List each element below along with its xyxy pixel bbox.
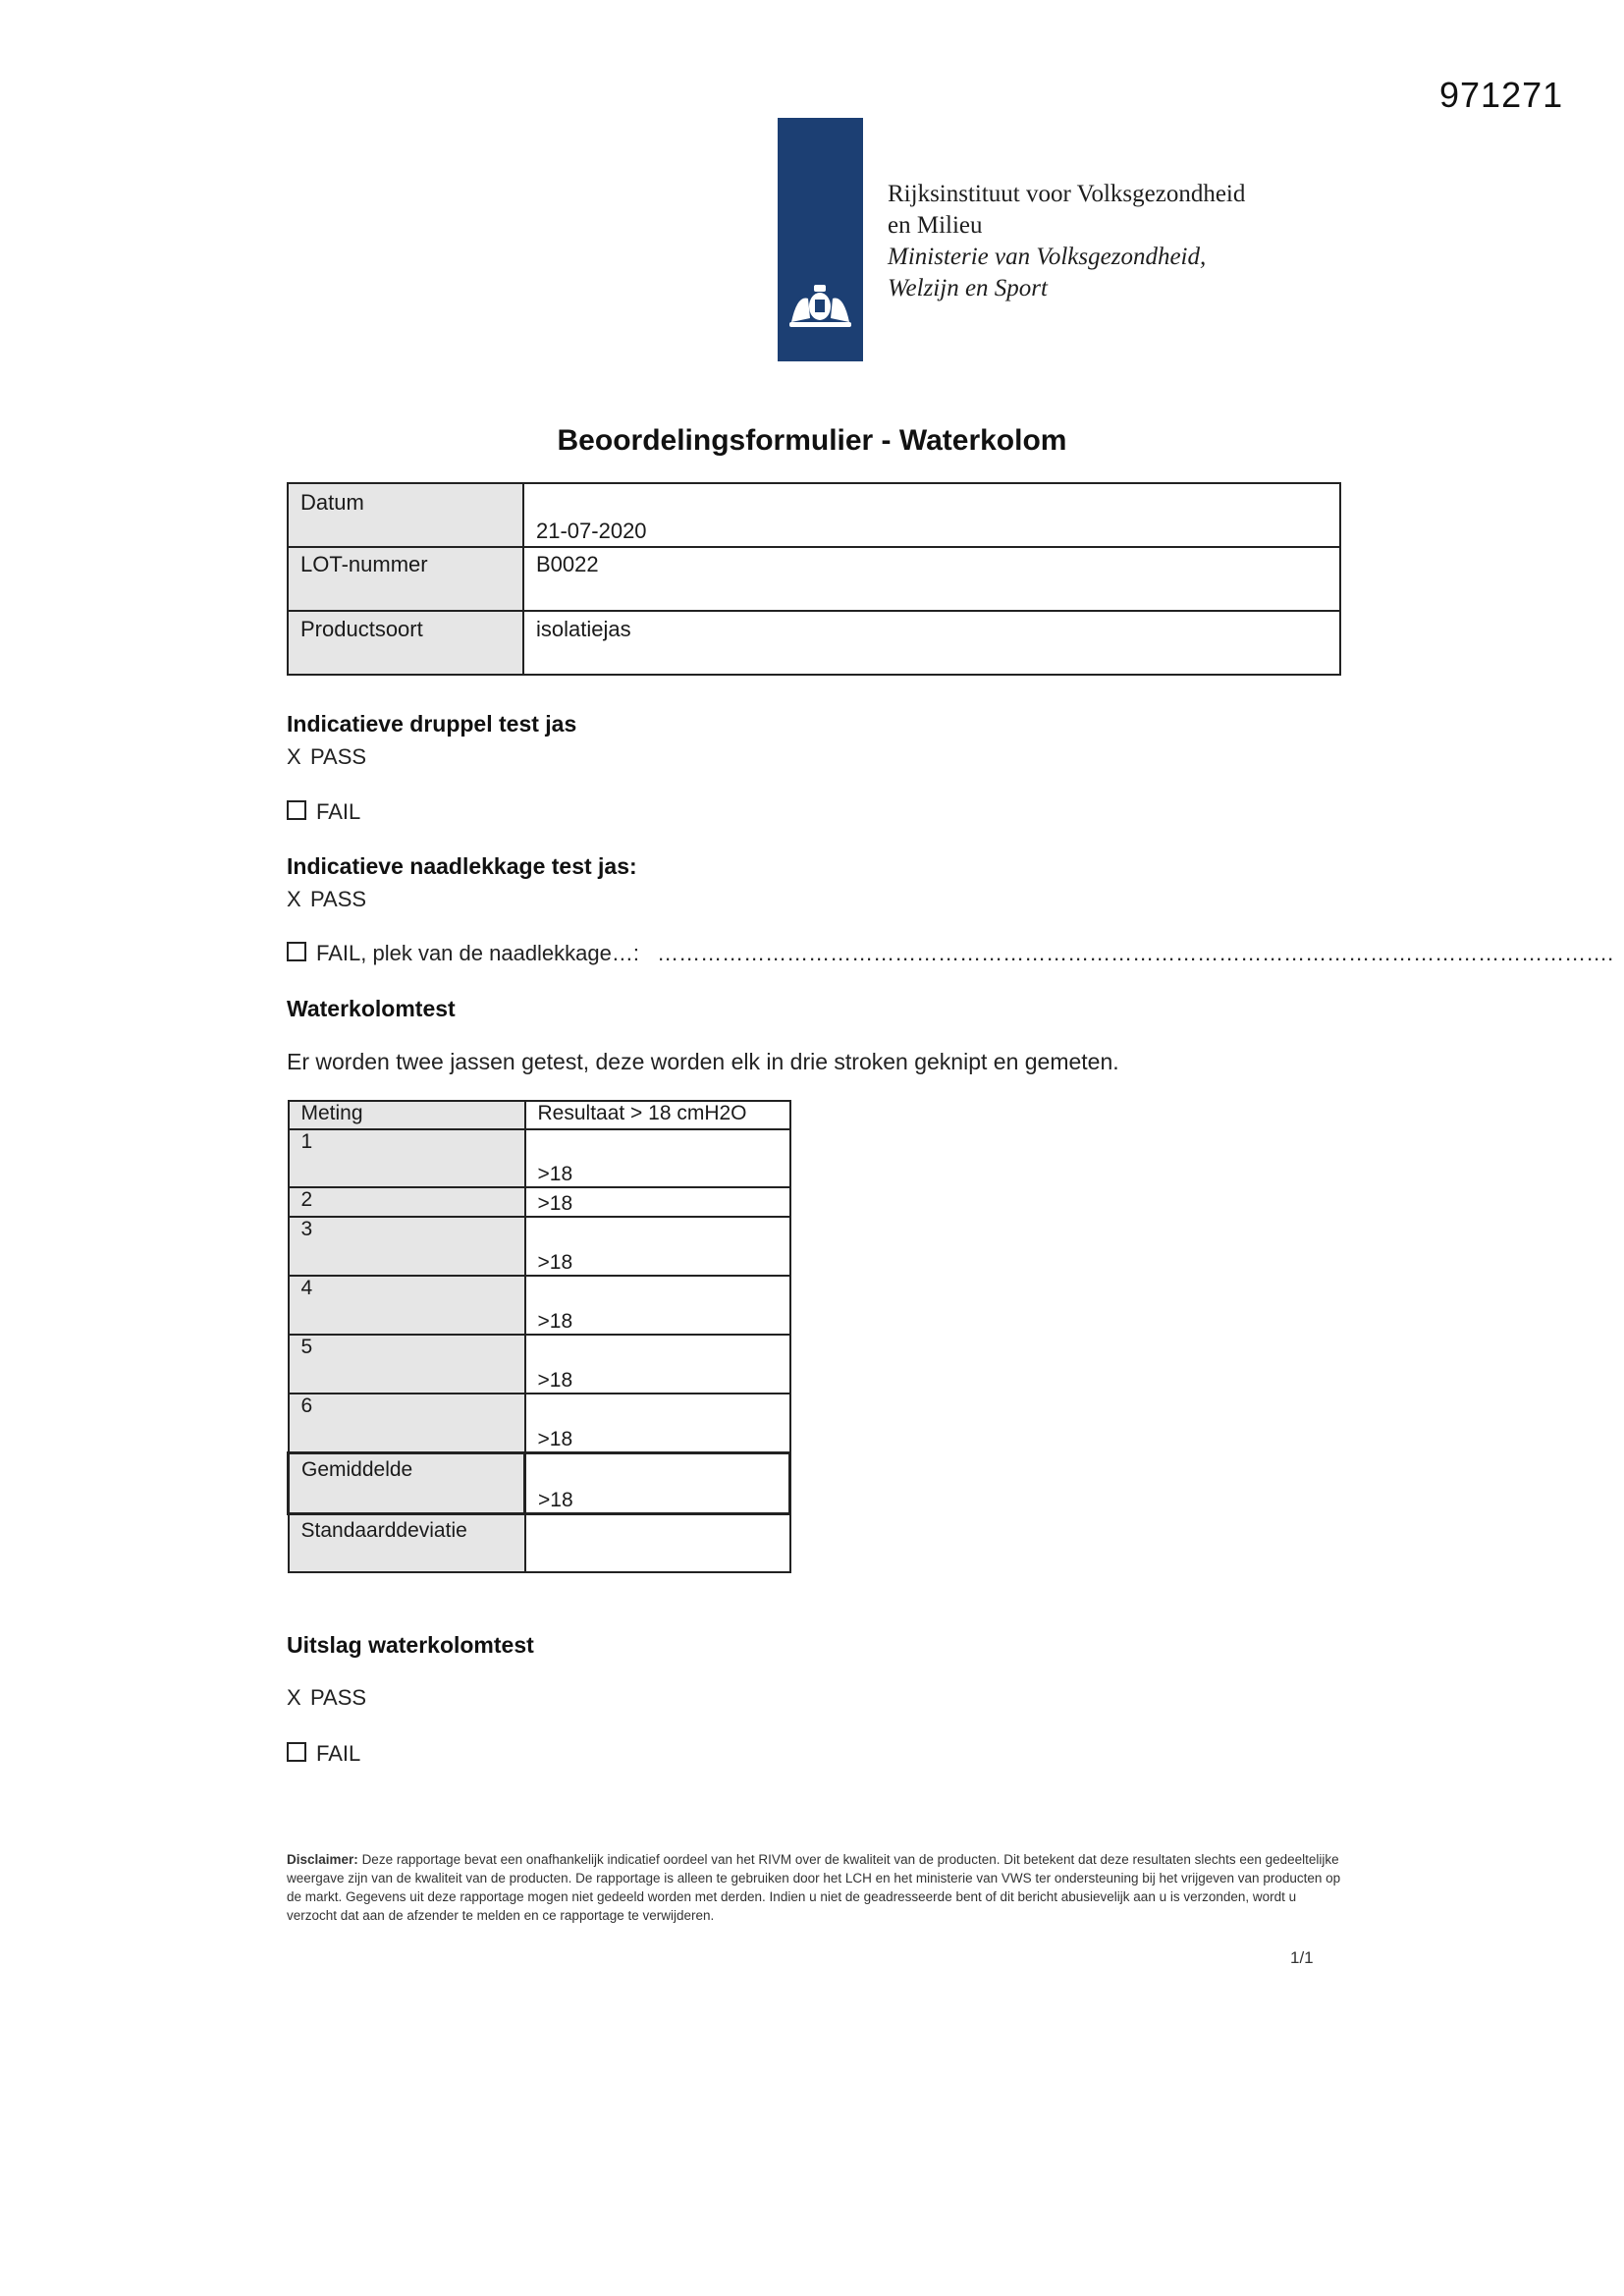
naadlekkage-fill-line[interactable]: ……………………………………………………………………………………………………………………. <box>657 941 1614 965</box>
resultaat-header: Resultaat > 18 cmH2O <box>525 1101 790 1129</box>
naadlekkage-check-mark: X <box>287 887 301 911</box>
mean-row <box>289 1452 790 1513</box>
measurement-row <box>289 1276 790 1335</box>
info-row-lot <box>288 547 1340 611</box>
product-value: isolatiejas <box>523 611 1340 675</box>
measurement-label: 4 <box>289 1276 525 1335</box>
mean-value: >18 <box>538 1488 573 1511</box>
druppel-heading: Indicatieve druppel test jas <box>287 711 577 737</box>
waterkolom-description: Er worden twee jassen getest, deze worden elk in drie stroken geknipt en gemeten. <box>287 1049 1119 1074</box>
measurement-row <box>289 1335 790 1394</box>
mean-label: Gemiddelde <box>289 1452 525 1513</box>
measurement-table <box>287 1100 791 1573</box>
org-line-2: en Milieu <box>888 212 983 239</box>
measurement-value: >18 <box>537 1192 573 1215</box>
document-number: 971271 <box>1439 75 1564 115</box>
sd-label: Standaarddeviatie <box>289 1513 525 1572</box>
uitslag-fail-checkbox[interactable] <box>287 1742 306 1762</box>
druppel-pass-option[interactable] <box>287 744 366 770</box>
disclaimer-text: Deze rapportage bevat een onafhankelijk indicatief oordeel van het RIVM over de kwaliteit van de producten. Dit betekent dat deze resultaten slechts een gedeeltelijke weergave zijn van de kwaliteit van de producten. De rapportage is alleen te gebruiken door het LCH en het ministerie van VWS ter ondersteuning bij het vrijgeven van producten op de markt. Gegevens uit deze rapportage mogen niet gedeeld worden met derden. Indien u niet de geadresseerde bent of dit bericht abusievelijk aan u is verzonden, wordt u verzocht dat aan de afzender te melden en ce rapportage te verwijderen. <box>287 1852 1341 1923</box>
measurement-label: 1 <box>289 1129 525 1187</box>
naadlekkage-heading: Indicatieve naadlekkage test jas: <box>287 853 637 879</box>
org-line-4: Welzijn en Sport <box>888 275 1048 301</box>
disclaimer <box>287 1850 1345 1925</box>
measurement-label: 2 <box>289 1187 525 1217</box>
uitslag-heading: Uitslag waterkolomtest <box>287 1632 534 1658</box>
info-row-product <box>288 611 1340 675</box>
naadlekkage-pass-label: PASS <box>310 887 367 911</box>
org-line-1: Rijksinstituut voor Volksgezondheid <box>888 181 1246 207</box>
measurement-cell <box>525 1187 790 1217</box>
measurement-label: 5 <box>289 1335 525 1394</box>
form-title: Beoordelingsformulier - Waterkolom <box>557 424 1067 457</box>
info-table <box>287 482 1341 676</box>
measurement-row <box>289 1217 790 1276</box>
druppel-pass-label: PASS <box>310 744 367 769</box>
naadlekkage-pass-option[interactable] <box>287 887 366 912</box>
measurement-value: >18 <box>537 1163 573 1185</box>
naadlekkage-fail-label: FAIL, plek van de naadlekkage…: <box>316 941 639 965</box>
naadlekkage-fail-option[interactable] <box>287 941 1613 966</box>
measurement-value: >18 <box>537 1369 573 1392</box>
uitslag-fail-label: FAIL <box>316 1741 361 1766</box>
uitslag-pass-label: PASS <box>310 1685 367 1710</box>
measurement-row <box>289 1394 790 1452</box>
measurement-cell <box>525 1276 790 1335</box>
druppel-fail-option[interactable] <box>287 799 360 825</box>
sd-value <box>525 1513 790 1572</box>
page-number: 1/1 <box>1290 1948 1314 1967</box>
druppel-fail-label: FAIL <box>316 799 361 824</box>
measurement-value: >18 <box>537 1310 573 1333</box>
royal-crest-icon <box>778 273 863 340</box>
info-row-datum <box>288 483 1340 547</box>
measurement-cell <box>525 1335 790 1394</box>
measurement-row <box>289 1129 790 1187</box>
product-label: Productsoort <box>288 611 523 675</box>
measurement-value: >18 <box>537 1251 573 1274</box>
datum-cell <box>523 483 1340 547</box>
waterkolom-heading: Waterkolomtest <box>287 996 456 1021</box>
measurement-cell <box>525 1129 790 1187</box>
druppel-fail-checkbox[interactable] <box>287 800 306 820</box>
measurement-value: >18 <box>537 1427 573 1450</box>
mean-cell <box>525 1452 790 1513</box>
uitslag-check-mark: X <box>287 1685 301 1710</box>
measurement-cell <box>525 1394 790 1452</box>
datum-value: 21-07-2020 <box>536 519 647 543</box>
measurement-label: 3 <box>289 1217 525 1276</box>
measurement-header-row <box>289 1101 790 1129</box>
lot-value: B0022 <box>523 547 1340 611</box>
druppel-check-mark: X <box>287 744 301 769</box>
uitslag-pass-option[interactable] <box>287 1685 366 1711</box>
measurement-cell <box>525 1217 790 1276</box>
measurement-label: 6 <box>289 1394 525 1452</box>
lot-label: LOT-nummer <box>288 547 523 611</box>
measurement-row <box>289 1187 790 1217</box>
datum-label: Datum <box>288 483 523 547</box>
meting-header: Meting <box>289 1101 525 1129</box>
organization-block <box>888 179 1245 304</box>
sd-row <box>289 1513 790 1572</box>
naadlekkage-fail-checkbox[interactable] <box>287 942 306 961</box>
disclaimer-label: Disclaimer: <box>287 1852 358 1867</box>
uitslag-fail-option[interactable] <box>287 1741 360 1767</box>
org-line-3: Ministerie van Volksgezondheid, <box>888 244 1207 270</box>
